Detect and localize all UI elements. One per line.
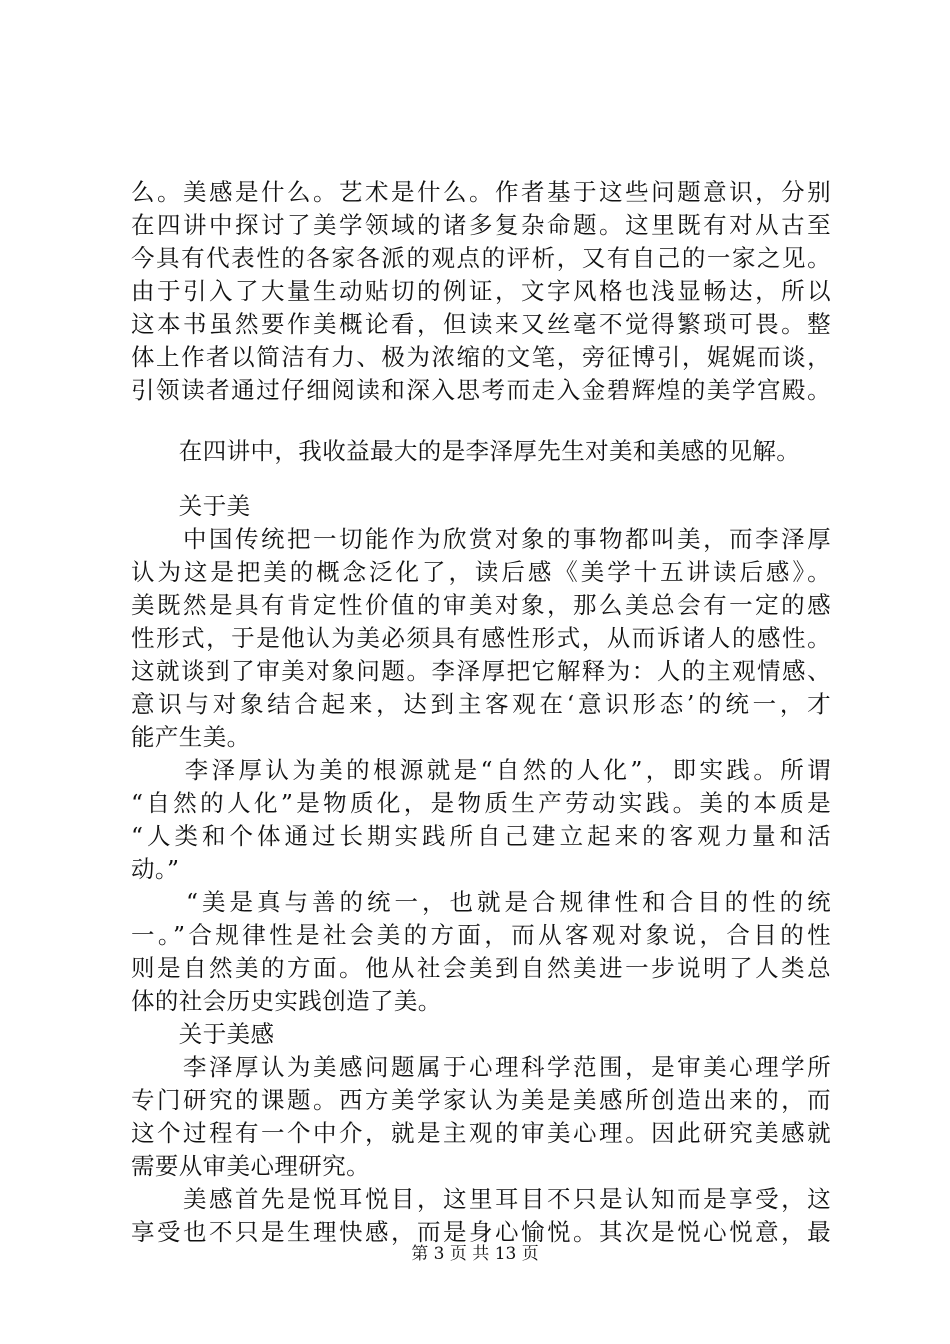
- text-line: 体的社会历史实践创造了美。: [131, 987, 442, 1015]
- text-line: 李泽厚认为美感问题属于心理科学范围，是审美心理学所: [131, 1053, 831, 1081]
- paragraph-beauty-1: [131, 523, 831, 754]
- text-line: 这就谈到了审美对象问题。李泽厚把它解释为：人的主观情感、: [131, 657, 831, 685]
- text-line: 这本书虽然要作美概论看，但读来又丝毫不觉得繁琐可畏。整: [131, 310, 831, 338]
- text-line: 一。”合规律性是社会美的方面，而从客观对象说，合目的性: [131, 921, 831, 949]
- text-line: 体上作者以简洁有力、极为浓缩的文笔，旁征博引，娓娓而谈，: [131, 343, 831, 371]
- text-line: 动。”: [131, 855, 180, 883]
- paragraph-beauty-3: [131, 886, 831, 1018]
- text-line: 则是自然美的方面。他从社会美到自然美进一步说明了人类总: [131, 954, 831, 982]
- text-line: 么。美感是什么。艺术是什么。作者基于这些问题意识，分别: [131, 178, 831, 206]
- text-line: 美感首先是悦耳悦目，这里耳目不只是认知而是享受，这: [131, 1185, 831, 1213]
- text-line: “美是真与善的统一，也就是合规律性和合目的性的统: [131, 888, 831, 916]
- text-line: 今具有代表性的各家各派的观点的评析，又有自己的一家之见。: [131, 244, 831, 272]
- paragraph-gain: [131, 435, 831, 468]
- text-line: 在四讲中，我收益最大的是李泽厚先生对美和美感的见解。: [131, 437, 801, 465]
- paragraph-sense-2: [131, 1183, 831, 1249]
- section-heading-beauty: 关于美: [131, 492, 251, 520]
- text-line: “人类和个体通过长期实践所自己建立起来的客观力量和活: [131, 822, 831, 850]
- section-heading-aesthetic-sense: 关于美感: [131, 1020, 275, 1048]
- text-line: 意识与对象结合起来，达到主客观在‘意识形态’的统一，才: [131, 690, 831, 718]
- body-text: [131, 176, 831, 1249]
- text-line: 这个过程有一个中介，就是主观的审美心理。因此研究美感就: [131, 1119, 831, 1147]
- paragraph-intro: [131, 176, 831, 407]
- page-number-footer: 第 3 页 共 13 页: [411, 1244, 539, 1264]
- text-line: 能产生美。: [131, 723, 251, 751]
- text-line: 在四讲中探讨了美学领域的诸多复杂命题。这里既有对从古至: [131, 211, 831, 239]
- paragraph-beauty-2: [131, 754, 831, 886]
- text-line: 美既然是具有肯定性价值的审美对象，那么美总会有一定的感: [131, 591, 831, 619]
- text-line: “自然的人化”是物质化，是物质生产劳动实践。美的本质是: [131, 789, 831, 817]
- text-line: 需要从审美心理研究。: [131, 1152, 370, 1180]
- text-line: 享受也不只是生理快感，而是身心愉悦。其次是悦心悦意，最: [131, 1218, 831, 1246]
- text-line: 认为这是把美的概念泛化了，读后感《美学十五讲读后感》。: [131, 558, 831, 586]
- paragraph-sense-1: [131, 1051, 831, 1183]
- text-line: 性形式，于是他认为美必须具有感性形式，从而诉诸人的感性。: [131, 624, 831, 652]
- text-line: 李泽厚认为美的根源就是“自然的人化”，即实践。所谓: [131, 756, 831, 784]
- text-line: 由于引入了大量生动贴切的例证，文字风格也浅显畅达，所以: [131, 277, 831, 305]
- text-line: 引领读者通过仔细阅读和深入思考而走入金碧辉煌的美学宫殿。: [131, 376, 831, 404]
- text-line: 专门研究的课题。西方美学家认为美是美感所创造出来的，而: [131, 1086, 831, 1114]
- text-line: 中国传统把一切能作为欣赏对象的事物都叫美，而李泽厚: [131, 525, 831, 553]
